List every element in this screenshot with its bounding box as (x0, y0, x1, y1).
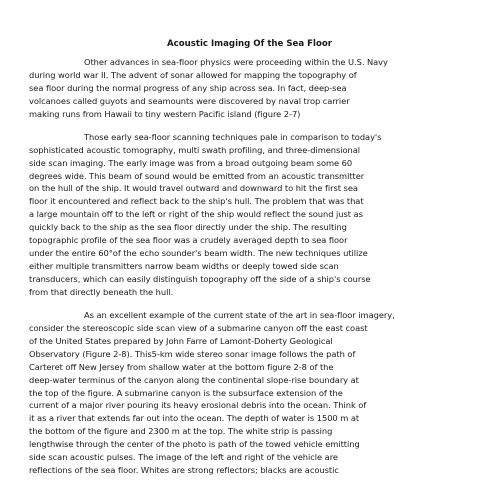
paragraph-line: consider the stereoscopic side scan view of a submarine canyon off the east coast (29, 322, 368, 333)
paragraph-line: As an excellent example of the current state of the art in sea-floor imagery, (84, 309, 395, 320)
paragraph-line: transducers, which can easily distinguish topography off the side of a ship's course (29, 274, 371, 284)
document-page (29, 38, 470, 487)
paragraph-line: under the entire 60°of the echo sounder's beam width. The new techniques utilize (29, 248, 368, 259)
paragraph-line: topographic profile of the sea floor was a crudely averaged depth to sea floor (29, 235, 348, 246)
paragraph-line: lengthwise through the center of the photo is path of the towed vehicle emitting (29, 439, 360, 450)
paragraph-line: either multiple transmitters narrow beam widths or deeply towed side scan (29, 261, 339, 272)
paragraph-line: volcanoes called guyots and seamounts were discovered by naval trop carrier (29, 95, 350, 106)
paragraph-line: current of a major river pouring its heavy erosional debris into the ocean. Think of (29, 400, 367, 411)
paragraph-line: it as a river that extends far out into the ocean. The depth of water is 1500 m at (29, 413, 360, 424)
document-title: Acoustic Imaging Of the Sea Floor (166, 39, 333, 49)
paragraph-line: deep-water terminus of the canyon along the continental slope-rise boundary at (29, 374, 359, 385)
paragraph-line: Other advances in sea-floor physics were proceeding within the U.S. Navy (84, 57, 388, 67)
paragraph-line: reflections of the sea floor. Whites are strong reflectors; blacks are acoustic (29, 465, 339, 476)
paragraph-line: side scan acoustic pulses. The image of the left and right of the vehicle are (29, 452, 338, 463)
paragraph-line: of the United States prepared by John Farre of Lamont-Doherty Geological (29, 335, 333, 346)
paragraph-line: side scan imaging. The early image was from a broad outgoing beam some 60 (29, 157, 353, 168)
paragraph-line: the top of the figure. A submarine canyon is the subsurface extension of the (29, 387, 343, 398)
paragraph-line: Observatory (Figure 2-8). This5-km wide stereo sonar image follows the path of (29, 348, 356, 359)
paragraph-line: during world war II. The advent of sonar allowed for mapping the topography of (29, 69, 357, 80)
paragraph-line: Carteret off New Jersey from shallow water at the bottom figure 2-8 of the (29, 361, 334, 372)
paragraph-line: from that directly beneath the hull. (29, 286, 174, 297)
paragraph-line: on the hull of the ship. It would travel outward and downward to hit the first sea (29, 183, 358, 194)
paragraph-line: sea floor during the normal progress of any ship across sea. In fact, deep-sea (29, 82, 347, 93)
paragraph-line: making runs from Hawaii to tiny western Pacific island (figure 2-7) (29, 108, 301, 119)
paragraph-line: sophisticated acoustic tomography, multi swath profiling, and three-dimensional (29, 144, 361, 155)
paragraph-2 (29, 131, 470, 299)
paragraph-line: the bottom of the figure and 2300 m at the top. The white strip is passing (29, 426, 333, 437)
paragraph-1 (29, 56, 470, 121)
paragraph-3 (29, 309, 470, 477)
paragraph-line: Those early sea-floor scanning techniques pale in comparison to today's (84, 131, 382, 142)
paragraph-line: a large mountain off to the left or right of the ship would reflect the sound just as (29, 209, 363, 220)
document-body (29, 56, 470, 477)
paragraph-line: quickly back to the ship as the sea floor directly under the ship. The resulting (29, 222, 347, 233)
paragraph-line: floor it encountered and reflect back to the ship's hull. The problem that was that (29, 196, 364, 207)
paragraph-line: degrees wide. This beam of sound would be emitted from an acoustic transmitter (29, 170, 365, 181)
